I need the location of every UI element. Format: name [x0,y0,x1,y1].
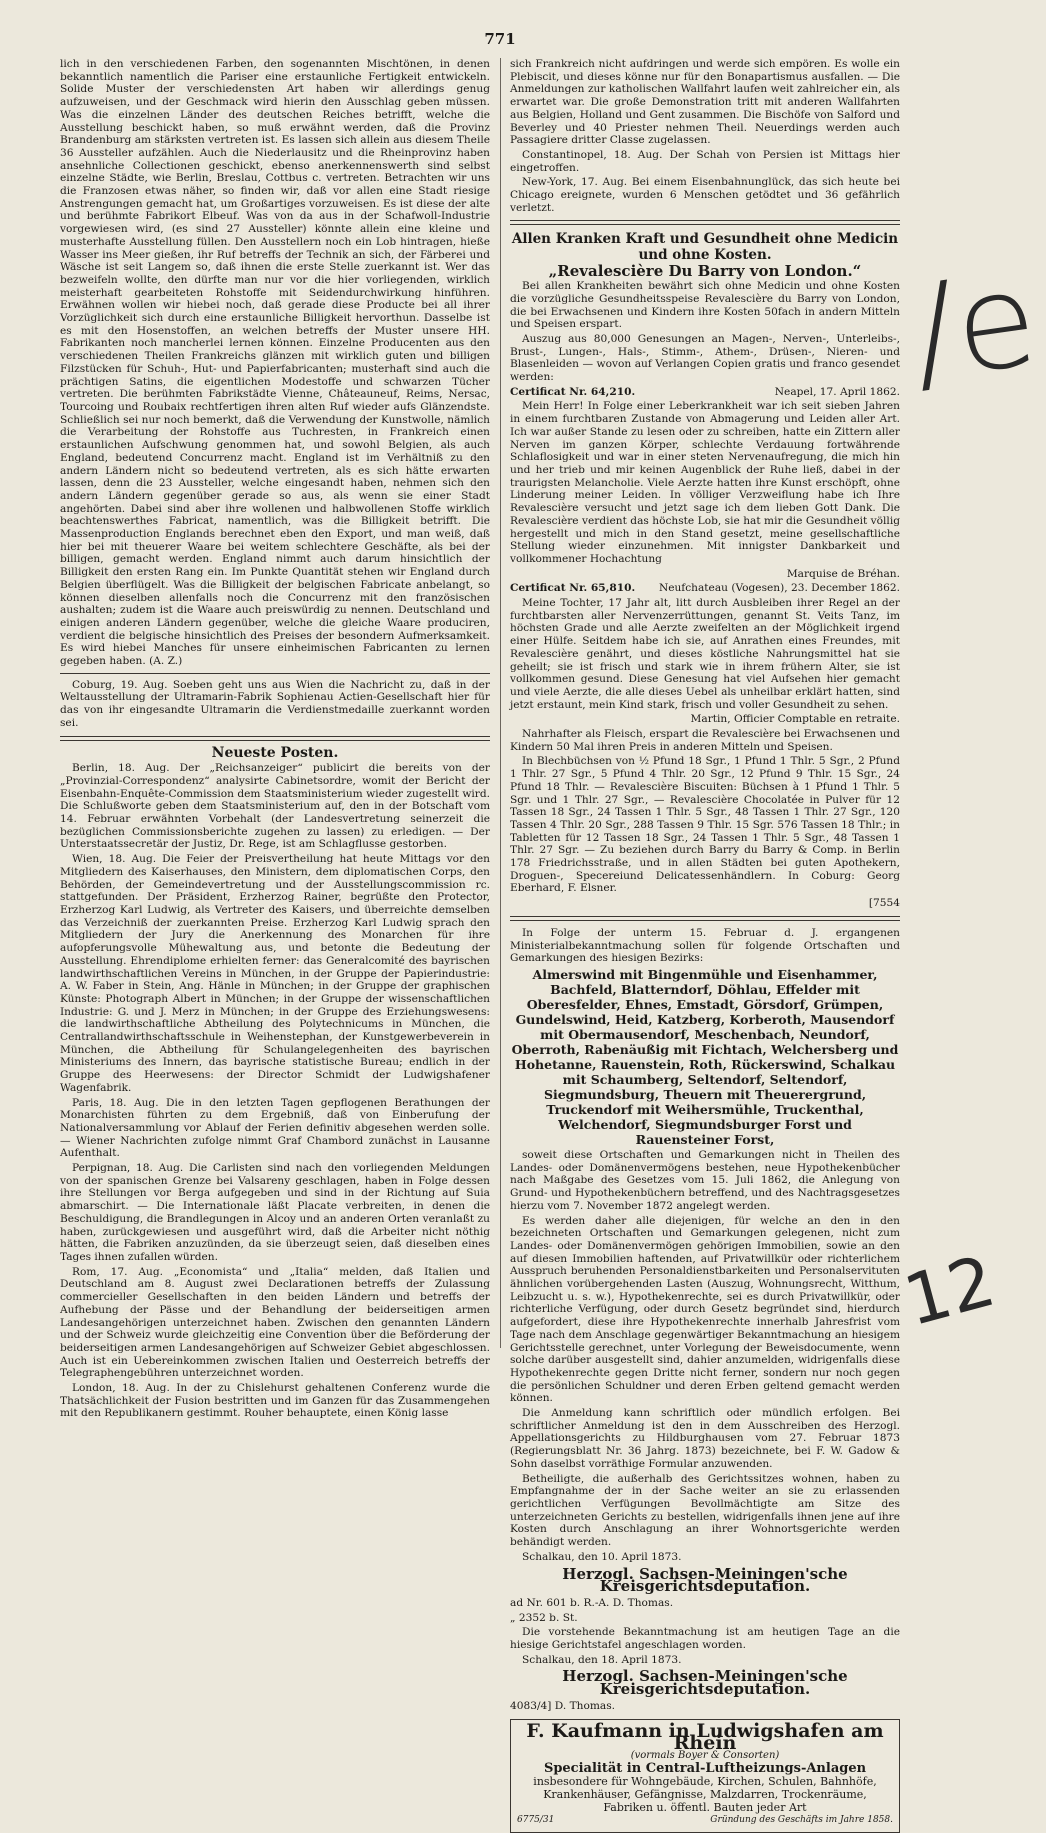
notice-posted: Die vorstehende Bekanntmachung ist am heutigen Tage an die hiesige Gerichtstafel angeschlagen worden. [510,1626,900,1652]
news-london: London, 18. Aug. In der zu Chislehurst gehaltenen Conferenz wurde die Thatsächlichkeit der Fusion bestritten und im Ganzen für das Zusammengehen mit den Republikanern gestimmt. Rouher behauptete, einen König lasse [60,1382,490,1420]
column-divider [500,58,501,1348]
article-coburg: Coburg, 19. Aug. Soeben geht uns aus Wien die Nachricht zu, daß in der Weltausstellung der Ultramarin-Fabrik Sophienau Actien-Gesellschaft hier für das von ihr eingesandte Ultramarin die Verdienstmedaille zuerkannt worden sei. [60,678,490,729]
handwritten-number: 12 [895,1239,1004,1343]
notice-place-date-1: Schalkau, den 10. April 1873. [522,1550,682,1563]
news-rom: Rom, 17. Aug. „Economista“ und „Italia“ melden, daß Italien und Deutschland am 8. August zwei Declarationen betreffs der Zulassung commercieller Gesellschaften in den beiden Ländern und betreffs der Aufhebung der Pässe und der Behandlung der beiderseitigen armen Landesangehörigen unterzeichnet haben. Zwischen den genannten Ländern und der Schweiz wurde gleichzeitig eine Convention über die Beförderung der beiderseitigen armen Landesangehörigen auf Schweizer Gebiet abgeschlossen. Auch ist ein Uebereinkommen zwischen Italien und Oesterreich betreffs der Telegraphengebühren unterzeichnet worden. [60,1265,490,1380]
notice-body-4: Betheiligte, die außerhalb des Gerichtssitzes wohnen, haben zu Empfangnahme der in der Sache weiter an sie zu erlassenden gerichtlichen Verfügungen Bevollmächtigte am Sitze des unterzeichneten Gerichts zu bestellen, widrigenfalls ihnen jene auf ihre Kosten durch Anschlagung an ihrer Wohnortsgerichte werden behändigt werden. [510,1472,900,1549]
advert-former-name: (vormals Boyer & Consorten) [630,1749,780,1761]
certificate-2-place: Neufchateau (Vogesen), 23. December 1862. [658,582,900,595]
kaufmann-advert [510,1719,900,1833]
advert-company: F. Kaufmann in Ludwigshafen am Rhein [526,1719,884,1755]
certificate-1-number: Certificat Nr. 64,210. [510,385,636,398]
news-perpignan: Perpignan, 18. Aug. Die Carlisten sind nach den vorliegenden Meldungen von der spanischen Grenze bei Valsareny geschlagen, haben in Folge dessen ihre Stellungen vor Berga aufgegeben und sind in der Richtung auf Suia abmarschirt. — Die Internationale läßt Placate verbreiten, in denen die Beschuldigung, die Brandlegungen in Alcoy und an anderen Orten veranlaßt zu haben, zurückgewiesen und ausgeführt wird, daß die Arbeiter nicht nöthig hätten, die Fabriken anzuzünden, da sie überzeugt seien, daß dieselben eines Tages ihnen zufallen würden. [60,1162,490,1263]
right-column [510,58,900,1826]
court-ref-1b: „ 2352 b. St. [510,1611,578,1624]
news-constantinopel: Constantinopel, 18. Aug. Der Schah von Persien ist Mittags hier eingetroffen. [510,148,900,174]
notice-body-2: Es werden daher alle diejenigen, für welche an den in den bezeichneten Ortschaften und Gemarkungen gelegenen, nicht zum Landes- oder Domänenvermögen gehörigen Immobilien, sowie an den auf diesen Immobilien haftenden, auf Privatwillkür oder richterlichem Ausspruch beruhenden Personaldienstbarkeiten und Personalservituten ähnlichen vorübergehenden Lasten (Auszug, Wohnungsrecht, Witthum, Leibzucht u. s. w.), Hypothekenrechte, sei es durch Privatwillkür, oder richterliche Verfügung, oder durch Gesetz begründet sind, hierdurch aufgefordert, diese ihre Hypothekenrechte innerhalb Jahresfrist vom Tage nach dem Anschlage gegenwärtiger Bekanntmachung an hiesigem Gerichtsstelle gerechnet, unter Vorlegung der Beweisdocumente, wenn solche darüber ausgestellt sind, dahier anzumelden, widrigenfalls diese Hypothekenrechte gegen Dritte nicht ferner, sondern nur noch gegen die persönlichen Schuldner und deren Erben geltend gemacht werden können. [510,1214,900,1405]
left-column [60,58,490,1420]
news-london-cont: sich Frankreich nicht aufdringen und werde sich empören. Es wolle ein Plebiscit, und dieses könne nur für den Bonapartismus ausfallen. — Die Anmeldungen zur katholischen Wallfahrt laufen weit zahlreicher ein, als erwartet war. Die große Demonstration tritt mit anderen Wallfahrten aus Belgien, Holland und Gent zusammen. Die Bischöfe von Salford und Beverley und 40 Priester nehmen Theil. Neuerdings werden auch Passagiere dritter Classe zugelassen. [510,58,900,147]
advert-code: 6775/31 [517,1815,555,1826]
advert-description: insbesondere für Wohngebäude, Kirchen, Schulen, Bahnhöfe, Krankenhäuser, Gefängnisse, Malzdarren, Trockenräume, Fabriken u. öffentl. Bauten jeder Art [533,1775,877,1815]
article-textiles: lich in den verschiedenen Farben, den sogenannten Mischtönen, in denen bekanntlich namentlich die Pariser eine erstaunliche Fertigkeit entwickeln. Solide Muster der verschiedensten Art haben wir allerdings genug aufzuweisen, und der Geschmack wird hierin den Ausschlag geben müssen. Was die einzelnen Länder des deutschen Reiches betrifft, welche die Ausstellung beschickt haben, so muß erwähnt werden, daß die Provinz Brandenburg am stärksten vertreten ist. Es lassen sich allein aus diesem Theile 36 Aussteller aufzählen. Auch die Niederlausitz und die Rheinprovinz haben ansehnliche Collectionen geschickt, ebenso anerkennenswerth sind selbst einzelne Städte, wie Berlin, Breslau, Cottbus c. vertreten. Betrachten wir uns die Franzosen etwas näher, so finden wir, daß vor allen eine Stadt riesige Anstrengungen gemacht hat, um Großartiges vorzuweisen. Es ist diese der alte und berühmte Fabrikort Elbeuf. Was von da aus in der Schafwoll-Industrie vorgewiesen wird, (es sind 27 Aussteller) könnte allein eine kleine und musterhafte Ausstellung füllen. Den Ausstellern noch ein Lob hintragen, hieße Wasser ins Meer gießen, ihr Ruf betreffs der Technik an sich, der Färberei und Wäsche ist seit Langem so, daß ihnen die erste Stelle zuerkannt ist. Wer das bezweifeln wollte, den dürfte man nur vor die hier vorliegenden, wirklich meisterhaft gearbeiteten Rohstoffe mit Seidendurchwirkung hinführen. Erwähnen wollen wir hiebei noch, daß gerade diese Producte bei all ihrer Vorzüglichkeit sich durch eine erstaunliche Billigkeit hervorthun. Dasselbe ist es mit den Hosenstoffen, an welchen betreffs der Muster unsere HH. Fabrikanten noch mancherlei lernen können. Einzelne Producenten aus den verschiedenen Theilen Frankreichs glänzen mit wirklich guten und billigen Filzstücken für Schuh-, Hut- und Papierfabricanten; musterhaft sind auch die prächtigen Satins, die eigentlichen Modestoffe und schwarzen Tücher vertreten. Die berühmten Fabrikstädte Vienne, Châteauneuf, Reims, Nersac, Tourcoing und Roubaix rechtfertigen ihren alten Ruf wieder aufs Glänzendste. Schließlich sei nur noch bemerkt, daß die Verwendung der Kunstwolle, nämlich die Verarbeitung der Rohstoffe aus Tuchresten, in Frankreich einen erstaunlichen Aufschwung genommen hat, und sowohl Belgien, als auch England, bedeutend Concurrenz macht. England ist im Verhältniß zu den andern Ländern nicht so bedeutend vertreten, als es sich hätte erwarten lassen, denn die 23 Aussteller, welche eingesandt haben, nehmen sich den andern Ländern gegenüber gerade so aus, als wenn sie einer Stadt angehörten. Dabei sind aber ihre wollenen und halbwollenen Stoffe wirklich beachtenswerthes Fabricat, namentlich, was die Billigkeit betrifft. Die Massenproduction Englands berechnet eben den Export, und man weiß, daß hier bei mit theuerer Waare bei weitem schlechtere Geschäfte, als bei der billigen, gemacht werden. England nimmt auch darum hinsichtlich der Billigkeit den ersten Rang ein. Im Punkte Quantität stehen wir England durch Belgien überflügelt. Was die Billigkeit der belgischen Fabricate anbelangt, so können dieselben allenfalls noch die Concurrenz mit den französischen aushalten; zudem ist die Waare auch preiswürdig zu nennen. Deutschland und einigen anderen Ländern gegenüber, welche die gleiche Waare produciren, verdient die belgische hinsichtlich des Preises der besondern Aufmerksamkeit. Es wird hiebei Manches für unsere einheimischen Fabricanten zu lernen gegeben haben. (A. Z.) [60,58,490,668]
news-berlin: Berlin, 18. Aug. Der „Reichsanzeiger“ publicirt die bereits von der „Provinzial-Correspondenz“ analysirte Cabinetsordre, womit der Bericht der Eisenbahn-Enquête-Commission dem Staatsministerium wieder zugestellt wird. Die Schlußworte geben dem Staatsministerium auf, den in der Botschaft vom 14. Februar erwähnten Vorbehalt (der Landesvertretung seinerzeit die bezüglichen Commissionsberichte zugehen zu lassen) zu erledigen. — Der Unterstaatssecretär der Justiz, Dr. Rege, ist am Schlagflusse gestorben. [60,762,490,851]
ad-code: [7554 [868,897,900,910]
divider [60,673,490,674]
divider [510,220,900,225]
notice-intro: In Folge der unterm 15. Februar d. J. ergangenen Ministerialbekanntmachung sollen für folgende Ortschaften und Gemarkungen des hiesigen Bezirks: [510,926,900,965]
ad-intro: Bei allen Krankheiten bewährt sich ohne Medicin und ohne Kosten die vorzügliche Gesundheitsspeise Revalescière du Barry von London, die bei Erwachsenen und Kindern ihre Kosten 50fach in andern Mitteln und Speisen erspart. [510,280,900,331]
news-wien: Wien, 18. Aug. Die Feier der Preisvertheilung hat heute Mittags vor den Mitgliedern des Kaiserhauses, den Ministern, dem diplomatischen Corps, den Behörden, der Gemeindevertretung und der Ausstellungscommission rc. stattgefunden. Der Präsident, Erzherzog Rainer, begrüßte den Protector, Erzherzog Karl Ludwig, als Vertreter des Kaisers, und überreichte demselben das Verzeichniß der zuerkannten Preise. Erzherzog Karl Ludwig sprach den Mitgliedern der Jury die Anerkennung des Monarchen für ihre aufopferungsvolle Mühewaltung aus, und betonte die Bedeutung der Ausstellung. Ehrendiplome erhielten ferner: das Generalcomité des bayrischen landwirthschaftlichen Vereins in München, in der Gruppe der Papierindustrie: A. W. Faber in Stein, Ang. Hänle in München; in der Gruppe der graphischen Künste: Photograph Albert in München; in der Gruppe der wissenschaftlichen Industrie: G. und J. Merz in München; in der Gruppe des Erziehungswesens: die landwirthschaftliche Abtheilung des Polytechnicums in München, die Centrallandwirthschaftsschule in Weihenstephan, der Kunstgewerbeverein in München, die Abtheilung für Schulangelegenheiten des bayrischen Ministeriums des Innern, das bayrische statistische Bureau; endlich in der Gruppe des Heerwesens: der Director Schmidt der Ludwigshafener Wagenfabrik. [60,853,490,1094]
certificate-1-body: Mein Herr! In Folge einer Leberkrankheit war ich seit sieben Jahren in einem furchtbaren Zustande von Abmagerung und Leiden aller Art. Ich war außer Stande zu lesen oder zu schreiben, hatte ein Zittern aller Nerven im ganzen Körper, schlechte Verdauung fortwährende Schlaflosigkeit und war in einer steten Nervenaufregung, die mich hin und her trieb und mir keinen Augenblick der Ruhe ließ, dabei in der traurigsten Melancholie. Viele Aerzte hatten ihre Kunst erschöpft, ohne Linderung meiner Leiden. In völliger Verzweiflung habe ich Ihre Revalescière versucht und jetzt sage ich dem lieben Gott Dank. Die Revalescière verdient das höchste Lob, sie hat mir die Gesundheit völlig hergestellt und mich in den Stand gesetzt, meine gesellschaftliche Stellung wieder einzunehmen. Mit innigster Dankbarkeit und vollkommener Hochachtung [510,400,900,565]
notice-body-1: soweit diese Ortschaften und Gemarkungen nicht in Theilen des Landes- oder Domänenvermögens bestehen, neue Hypothekenbücher nach Maßgabe des Gesetzes vom 15. Juli 1862, die Anlegung von Grund- und Hypothekenbüchern betreffend, und des Nachtragsgesetzes hierzu vom 7. November 1872 angelegt werden. [510,1149,900,1212]
notice-place-names: Almerswind mit Bingenmühle und Eisenhammer, Bachfeld, Blatterndorf, Döhlau, Effelder mit Oberesfelder, Ehnes, Emstadt, Görsdorf, Grümpen, Gundelswind, Heid, Katzberg, Korberoth, Mausendorf mit Obermausendorf, Meschenbach, Neundorf, Oberroth, Rabenäußig mit Fichtach, Welchersberg und Hohetanne, Rauenstein, Roth, Rückerswind, Schalkau mit Schaumberg, Seltendorf, Seltendorf, Siegmundsburg, Theuern mit Theuerergrund, Truckendorf mit Weihersmühle, Truckenthal, Welchendorf, Siegmundsburger Forst und Rauensteiner Forst, [511,967,899,1147]
notice-body-3: Die Anmeldung kann schriftlich oder mündlich erfolgen. Bei schriftlicher Anmeldung ist den in dem Ausschreiben des Herzogl. Appellationsgerichts zu Hildburghausen vom 27. Februar 1873 (Regierungsblatt Nr. 36 Jahrg. 1873) bezeichnete, bei F. W. Gadow & Sohn daselbst vorräthige Formular anzuwenden. [510,1407,900,1470]
page-number: 771 [484,30,516,48]
certificate-1-signature: Marquise de Bréhan. [786,567,900,580]
court-signature-2: Herzogl. Sachsen-Meiningen'sche Kreisgerichtsdeputation. [562,1667,848,1699]
certificate-2-number: Certificat Nr. 65,810. [510,582,636,595]
court-signature-1: Herzogl. Sachsen-Meiningen'sche Kreisgerichtsdeputation. [562,1564,848,1596]
court-ref-1: ad Nr. 601 b. R.-A. D. Thomas. [510,1596,674,1609]
ad-prices: In Blechbüchsen von ½ Pfund 18 Sgr., 1 Pfund 1 Thlr. 5 Sgr., 2 Pfund 1 Thlr. 27 Sgr., 5 Pfund 4 Thlr. 20 Sgr., 12 Pfund 9 Thlr. 15 Sgr., 24 Pfund 18 Thlr. — Revalescière Biscuiten: Büchsen à 1 Pfund 1 Thlr. 5 Sgr. und 1 Thlr. 27 Sgr., — Revalescière Chocolatée in Pulver für 12 Tassen 18 Sgr., 24 Tassen 1 Thlr. 5 Sgr., 48 Tassen 1 Thlr. 27 Sgr., 120 Tassen 4 Thlr. 20 Sgr., 288 Tassen 9 Thlr. 15 Sgr. 576 Tassen 18 Thlr.; in Tabletten für 12 Tassen 18 Sgr., 24 Tassen 1 Thlr. 5 Sgr., 48 Tassen 1 Thlr. 27 Sgr. — Zu beziehen durch Barry du Barry & Comp. in Berlin 178 Friedrichsstraße, und in allen Städten bei guten Apothekern, Droguen-, Specereiund Delicatessenhändlern. In Coburg: Georg Eberhard, F. Elsner. [510,755,900,895]
certificate-2-signature: Martin, Officier Comptable en retraite. [690,713,900,726]
advert-founded: Gründung des Geschäfts im Jahre 1858. [710,1815,893,1826]
ad-headline: Allen Kranken Kraft und Gesundheit ohne Medicin und ohne Kosten. [511,231,899,264]
divider [60,736,490,741]
court-ref-2: 4083/4] D. Thomas. [510,1699,616,1712]
handwritten-mark: /e [902,242,1046,410]
advert-speciality: Specialität in Central-Luftheizungs-Anlagen [543,1760,867,1776]
section-heading-news: Neueste Posten. [211,744,339,761]
certificate-1-heading [510,386,900,399]
news-new-york: New-York, 17. Aug. Bei einem Eisenbahnunglück, das sich heute bei Chicago ereignete, wurden 6 Menschen getödtet und 36 gefährlich verletzt. [510,176,900,214]
ad-product-name: „Revalescière Du Barry von London.“ [548,262,862,281]
certificate-2-body: Meine Tochter, 17 Jahr alt, litt durch Ausbleiben ihrer Regel an der furchtbarsten aller Nervenzerrüttungen, genannt St. Veits Tanz, im höchsten Grade und alle Aerzte zweifelten an der Möglichkeit irgend einer Hülfe. Seitdem habe ich sie, auf Anrathen eines Freundes, mit Revalescière genährt, und dieses köstliche Nahrungsmittel hat sie geheilt; sie ist frisch und stark wie in ihrem frühern Alter, sie ist vollkommen gesund. Diese Genesung hat viel Aufsehen hier gemacht und viele Aerzte, die alle dieses Uebel als unheilbar erklärt hatten, sind jetzt erstaunt, mein Kind stark, frisch und voller Gesundheit zu sehen. [510,597,900,711]
ad-nutrition: Nahrhafter als Fleisch, erspart die Revalescière bei Erwachsenen und Kindern 50 Mal ihren Preis in anderen Mitteln und Speisen. [510,728,900,753]
advert-footer [517,1814,893,1827]
news-paris: Paris, 18. Aug. Die in den letzten Tagen gepflogenen Berathungen der Monarchisten führten zu dem Ergebniß, daß von Einberufung der Nationalversammlung vor Ablauf der Ferien definitiv abgesehen werden solle. — Wiener Nachrichten zufolge nimmt Graf Chambord zunächst in Lausanne Aufenthalt. [60,1096,490,1160]
notice-place-date-2: Schalkau, den 18. April 1873. [522,1653,682,1666]
certificate-1-place: Neapel, 17. April 1862. [774,385,900,398]
ad-extract: Auszug aus 80,000 Genesungen an Magen-, Nerven-, Unterleibs-, Brust-, Lungen-, Hals-, Stimm-, Athem-, Drüsen-, Nieren- und Blasenleiden — wovon auf Verlangen Copien gratis und franco gesendet werden: [510,332,900,384]
certificate-2-heading [510,582,900,595]
divider [510,916,900,921]
